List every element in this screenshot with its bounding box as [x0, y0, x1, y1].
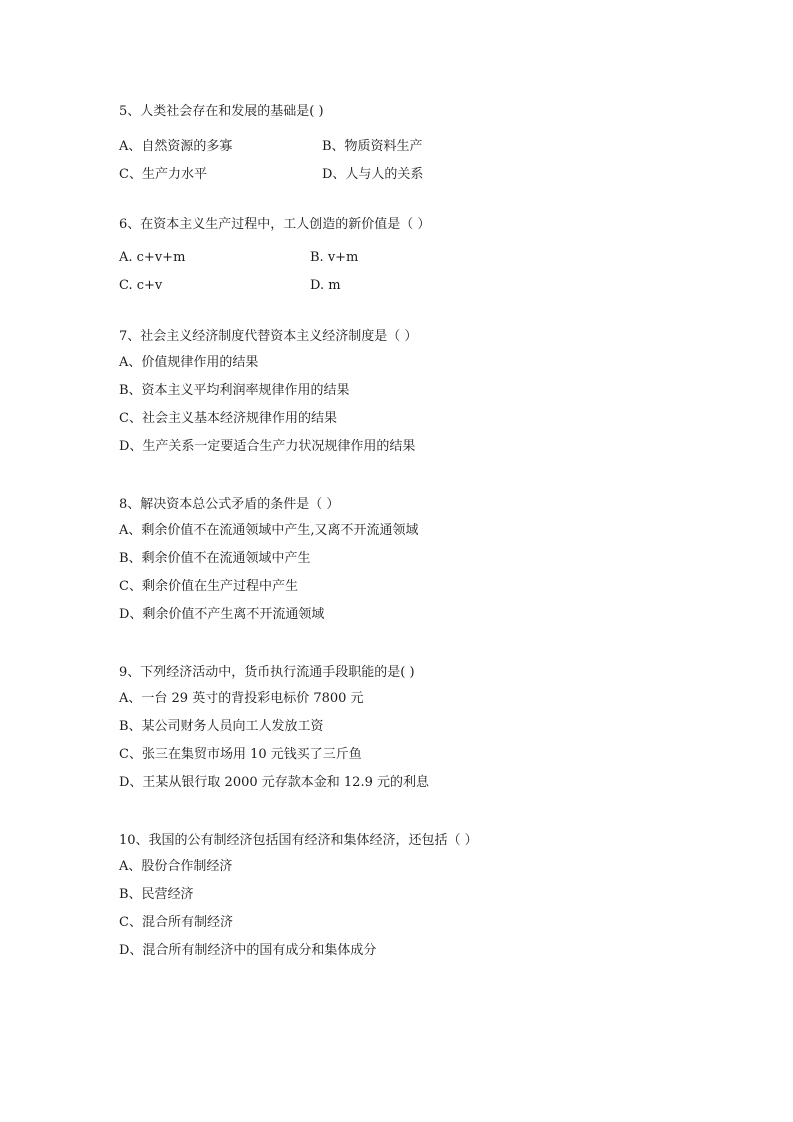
- option-d: D、王某从银行取 2000 元存款本金和 12.9 元的利息: [119, 775, 429, 790]
- question-8: [119, 495, 719, 629]
- option-row: [119, 158, 719, 186]
- option-d: D. m: [310, 277, 341, 293]
- option-c: C、生产力水平: [119, 166, 207, 182]
- option-b: B、资本主义平均利润率规律作用的结果: [119, 383, 350, 398]
- option-a: A、一台 29 英寸的背投彩电标价 7800 元: [119, 691, 364, 706]
- option-list: [119, 853, 719, 965]
- option-d: D、混合所有制经济中的国有成分和集体成分: [119, 943, 377, 958]
- option-b: B、剩余价值不在流通领域中产生: [119, 551, 311, 566]
- option-c: C、社会主义基本经济规律作用的结果: [119, 411, 337, 426]
- option-a: A、价值规律作用的结果: [119, 355, 259, 370]
- option-list: [119, 517, 719, 629]
- option-b: B、某公司财务人员向工人发放工资: [119, 719, 324, 734]
- option-row: [119, 271, 719, 299]
- option-list: [119, 685, 719, 797]
- question-stem: 10、我国的公有制经济包括国有经济和集体经济，还包括（ ）: [119, 833, 478, 848]
- question-9: [119, 663, 719, 797]
- option-row: [119, 130, 719, 158]
- question-6: [119, 215, 719, 299]
- option-b: B、民营经济: [119, 887, 194, 902]
- question-stem: 6、在资本主义生产过程中，工人创造的新价值是（ ）: [119, 217, 431, 232]
- option-a: A、股份合作制经济: [119, 859, 233, 874]
- question-stem: 9、下列经济活动中，货币执行流通手段职能的是( ): [119, 665, 415, 680]
- option-c: C、张三在集贸市场用 10 元钱买了三斤鱼: [119, 747, 362, 762]
- option-d: D、生产关系一定要适合生产力状况规律作用的结果: [119, 439, 416, 454]
- option-row: [119, 243, 719, 271]
- option-d: D、剩余价值不产生离不开流通领域: [119, 607, 325, 622]
- question-5: [119, 102, 719, 186]
- option-a: A、自然资源的多寡: [119, 138, 233, 154]
- option-b: B、物质资料生产: [322, 138, 423, 154]
- question-stem: 8、解决资本总公式矛盾的条件是（ ）: [119, 497, 340, 512]
- question-7: [119, 327, 719, 461]
- option-list: [119, 349, 719, 461]
- option-a: A. c+v+m: [119, 249, 186, 265]
- question-stem: 5、人类社会存在和发展的基础是( ): [119, 104, 324, 119]
- option-c: C、剩余价值在生产过程中产生: [119, 579, 298, 594]
- option-b: B. v+m: [310, 249, 359, 265]
- question-10: [119, 831, 719, 965]
- option-c: C. c+v: [119, 277, 163, 293]
- option-c: C、混合所有制经济: [119, 915, 233, 930]
- option-a: A、剩余价值不在流通领域中产生,又离不开流通领域: [119, 523, 419, 538]
- option-d: D、人与人的关系: [322, 166, 424, 182]
- question-stem: 7、社会主义经济制度代替资本主义经济制度是（ ）: [119, 329, 418, 344]
